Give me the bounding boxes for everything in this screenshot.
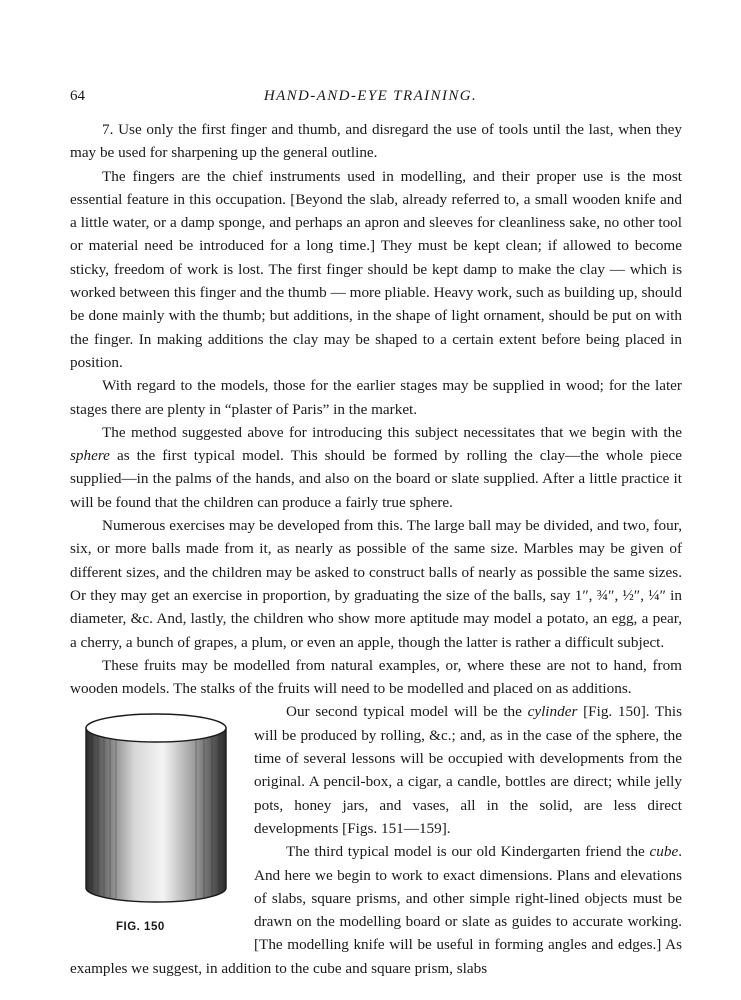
cylinder-term: cylinder <box>527 703 578 721</box>
paragraph-fingers: The fingers are the chief instruments used in modelling, and their proper use is the most essential feature in this occupation. [Beyond the slab, already referred to, a small wooden knife and a little water, or a damp sponge, and perhaps an apron and sleeves for cleanliness sake, no other tool or material need be introduced for a long time.] They must be kept clean; if allowed to become sticky, freedom of work is lost. The first finger should be kept damp to make the clay — which is worked between this finger and the thumb — more pliable. Heavy work, such as building up, should be done mainly with the thumb; but additions, in the shape of light ornament, should be put on with the finger. In making additions the clay may be shaped to a certain extent before being placed in position. <box>70 167 682 371</box>
paragraph-exercises: Numerous exercises may be developed from this. The large ball may be divided, and two, four, six, or more balls made from it, as nearly as possible of the same size. Marbles may be given of different sizes, and the children may be asked to construct balls of nearly as possible the same sizes. Or they may get an exercise in proportion, by graduating the size of the balls, say 1″, ¾″, ½″, ¼″ in diameter, &c. And, lastly, the children who show more aptitude may model a potato, an egg, a pear, a cherry, a bunch of grapes, a plum, or even an apple, though the latter is rather a difficult subject. <box>70 517 682 651</box>
running-head: HAND-AND-EYE TRAINING. <box>263 88 478 104</box>
sphere-text-b: as the first typical model. This should be formed by rolling the clay—the whole piece supplied—in the palms of the hands, and also on the board or slate supplied. After a little practice it will be found that the children can produce a fairly true sphere. <box>70 447 682 511</box>
cube-text-b: . And here we begin to work to exact dimensions. Plans and elevations of slabs, square prisms, and other simple right-lined objects must be drawn on the modelling board or slate as guides to accurate working. [The modelling knife will be useful in forming angles and edges.] As examples we suggest, in addition to the cube and square prism, slabs <box>70 843 682 977</box>
figure-150 <box>72 708 240 940</box>
paragraph-rule-7: 7. Use only the first finger and thumb, and disregard the use of tools until the last, when they may be used for sharpening up the general outline. <box>70 121 682 162</box>
paragraph-fruits: These fruits may be modelled from natural examples, or, where these are not to hand, from wooden models. The stalks of the fruits will need to be modelled and placed on as additions. <box>70 656 682 698</box>
cylinder-icon <box>76 708 236 908</box>
paragraph-models: With regard to the models, those for the earlier stages may be supplied in wood; for the later stages there are plenty in “plaster of Paris” in the market. <box>70 377 682 418</box>
sphere-text-a: The method suggested above for introducing this subject necessitates that we begin with the <box>102 423 682 441</box>
body-text <box>70 118 682 980</box>
cylinder-text-a: Our second typical model will be the <box>286 703 528 721</box>
figure-caption: FIG. 150 <box>116 921 165 934</box>
page-number: 64 <box>70 88 85 104</box>
cylinder-text-b: [Fig. 150]. This will be produced by rolling, &c.; and, as in the case of the sphere, the time of several lessons will be occupied with developments from the original. A pencil-box, a cigar, a candle, bottles are direct; while jelly pots, honey jars, and vases, all in the solid, are less direct developments [Figs. 151—159]. <box>254 703 682 837</box>
sphere-term: sphere <box>70 447 110 465</box>
cube-term: cube <box>649 843 679 861</box>
cube-text-a: The third typical model is our old Kindergarten friend the <box>286 843 650 861</box>
paragraph-sphere <box>70 421 682 514</box>
